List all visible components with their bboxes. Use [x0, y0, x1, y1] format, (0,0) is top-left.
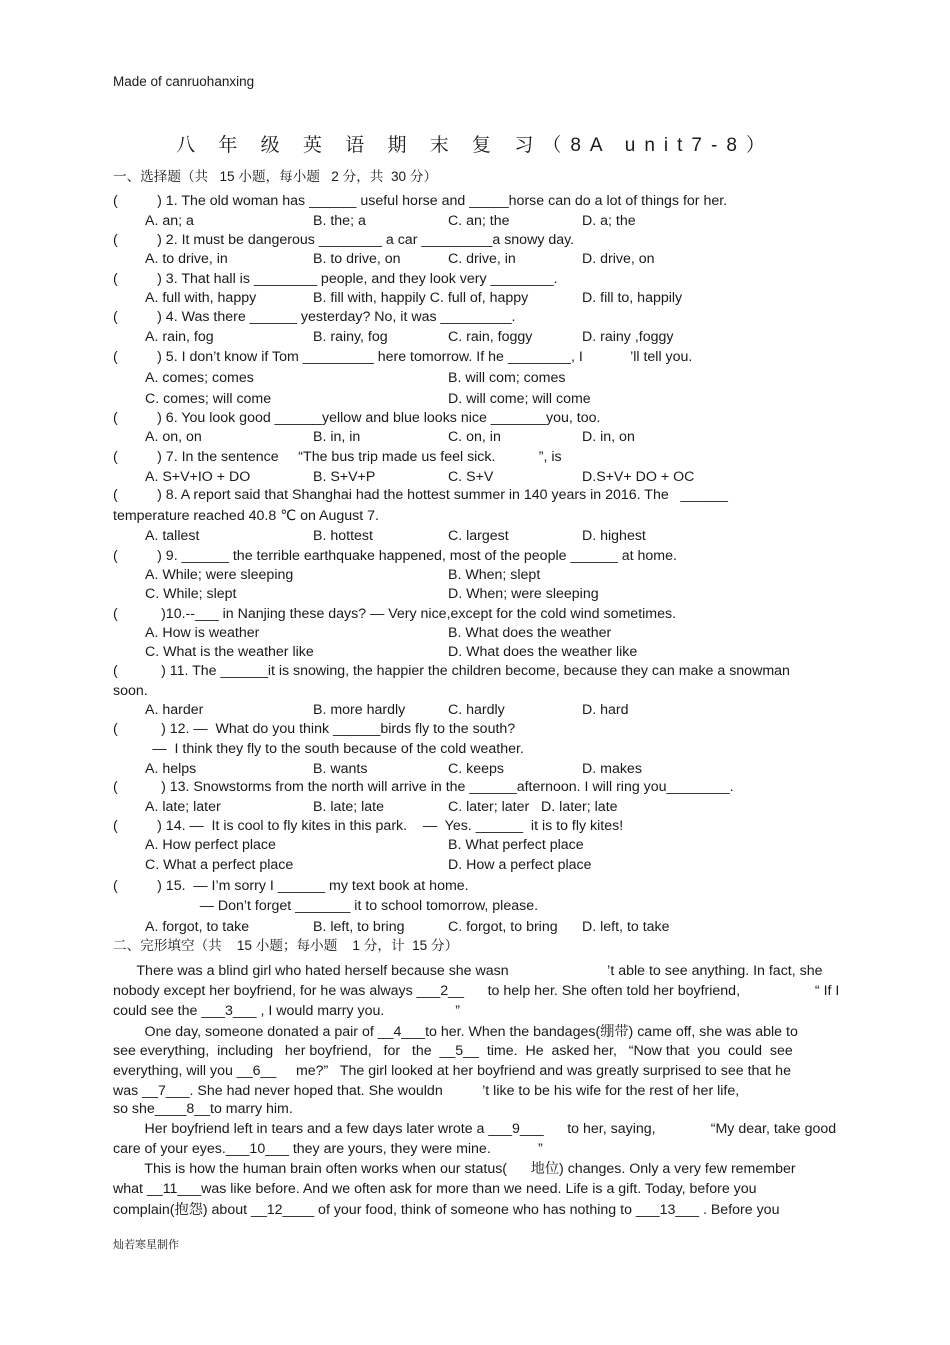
question-options	[145, 643, 905, 661]
question-options	[145, 585, 905, 603]
question-stem: ( ) 5. I don’t know if Tom _________ here tomorrow. If he ________, I ’ll tell you.	[113, 349, 693, 365]
option-a: A. harder	[145, 702, 204, 718]
option-b: B. rainy, fog	[313, 329, 388, 345]
page-title: 八 年 级 英 语 期 末 复 习（8A unit7-8）	[176, 135, 774, 156]
question-stem-cont: temperature reached 40.8 ℃ on August 7.	[113, 508, 379, 524]
question-stem: ( ) 2. It must be dangerous ________ a car _________a snowy day.	[113, 232, 575, 248]
option-b: B. will com; comes	[448, 370, 566, 386]
question-options	[145, 701, 905, 719]
passage-line: so she____8__to marry him.	[113, 1101, 293, 1117]
page-footer: 灿若寒星制作	[113, 1238, 179, 1251]
question-stem: ( ) 15. — I’m sorry I ______ my text book at home.	[113, 878, 469, 894]
option-a: A. S+V+IO + DO	[145, 469, 251, 485]
option-b: B. to drive, on	[313, 251, 401, 267]
passage-line: There was a blind girl who hated herself because she wasn ’t able to see anything. In fact, she	[113, 963, 823, 979]
question-options	[145, 566, 905, 584]
option-a: A. comes; comes	[145, 370, 254, 386]
question-stem: ( ) 13. Snowstorms from the north will arrive in the ______afternoon. I will ring you________.	[113, 779, 734, 795]
question-options	[145, 798, 905, 816]
question-options	[145, 212, 905, 230]
question-stem: ( ) 6. You look good ______yellow and blue looks nice _______you, too.	[113, 410, 601, 426]
option-a: A. tallest	[145, 528, 200, 544]
option-d: D. makes	[582, 761, 642, 777]
question-stem: ( )10.--___ in Nanjing these days? — Very nice,except for the cold wind sometimes.	[113, 606, 677, 622]
option-b: B. wants	[313, 761, 368, 777]
question-stem-cont: — Don’t forget _______ it to school tomorrow, please.	[113, 898, 539, 914]
question-stem-cont: soon.	[113, 683, 148, 699]
option-b: B. What does the weather	[448, 625, 612, 641]
option-b: B. left, to bring	[313, 919, 405, 935]
option-a: A. How is weather	[145, 625, 260, 641]
option-a: A. helps	[145, 761, 197, 777]
option-d: D. a; the	[582, 213, 636, 229]
option-d: D. fill to, happily	[582, 290, 683, 306]
option-c: C. S+V	[448, 469, 494, 485]
passage-line: This is how the human brain often works when our status( 地位) changes. Only a very few remember	[113, 1161, 796, 1177]
question-options	[145, 918, 905, 936]
question-stem-cont: — I think they fly to the south because of the cold weather.	[113, 741, 524, 757]
option-d: D. How a perfect place	[448, 857, 592, 873]
question-stem: ( ) 9. ______ the terrible earthquake happened, most of the people ______ at home.	[113, 548, 677, 564]
option-d: D. rainy ,foggy	[582, 329, 674, 345]
passage-line: see everything, including her boyfriend, for the __5__ time. He asked her, “Now that you could see	[113, 1043, 793, 1059]
question-options	[145, 250, 905, 268]
option-a: A. to drive, in	[145, 251, 228, 267]
option-b: B. What perfect place	[448, 837, 584, 853]
option-b: B. the; a	[313, 213, 366, 229]
passage-line: what __11___was like before. And we often ask for more than we need. Life is a gift. Today, before you	[113, 1181, 757, 1197]
section-heading-cloze: 二、完形填空（共 15 小题；每小题 1 分，计 15 分）	[113, 938, 459, 953]
question-options	[145, 836, 905, 854]
question-options	[145, 390, 905, 408]
passage-line: could see the ___3___ , I would marry you. ”	[113, 1003, 460, 1019]
section-heading-choice: 一、选择题（共 15 小题，每小题 2 分，共 30 分）	[113, 169, 438, 184]
option-b: B. fill with, happily C. full of, happy	[313, 290, 529, 306]
option-d: D. What does the weather like	[448, 644, 638, 660]
passage-line: was __7___. She had never hoped that. She wouldn ’t like to be his wife for the rest of her life,	[113, 1083, 740, 1099]
question-options	[145, 624, 905, 642]
option-a: A. an; a	[145, 213, 194, 229]
option-c: C. What a perfect place	[145, 857, 294, 873]
option-d: D. drive, on	[582, 251, 655, 267]
page-header: Made of canruohanxing	[113, 74, 255, 89]
option-c: C. on, in	[448, 429, 501, 445]
question-stem: ( ) 7. In the sentence “The bus trip made us feel sick. ”, is	[113, 449, 562, 465]
passage-line: Her boyfriend left in tears and a few days later wrote a ___9___ to her, saying, “My dear, take good	[113, 1121, 837, 1137]
option-c: C. forgot, to bring	[448, 919, 558, 935]
option-d: D.S+V+ DO + OC	[582, 469, 695, 485]
option-a: A. rain, fog	[145, 329, 214, 345]
option-d: D. highest	[582, 528, 646, 544]
option-c: C. drive, in	[448, 251, 516, 267]
option-b: B. hottest	[313, 528, 373, 544]
question-options	[145, 856, 905, 874]
option-a: A. How perfect place	[145, 837, 276, 853]
question-stem: ( ) 4. Was there ______ yesterday? No, it was _________.	[113, 309, 516, 325]
question-stem: ( ) 12. — What do you think ______birds fly to the south?	[113, 721, 516, 737]
option-a: A. forgot, to take	[145, 919, 250, 935]
passage-line: nobody except her boyfriend, for he was always ___2__ to help her. She often told her boyfriend, “ If I	[113, 983, 840, 999]
option-d: D. in, on	[582, 429, 635, 445]
option-c: C. comes; will come	[145, 391, 272, 407]
option-b: B. late; late	[313, 799, 384, 815]
question-stem: ( ) 3. That hall is ________ people, and they look very ________.	[113, 271, 558, 287]
option-c: C. What is the weather like	[145, 644, 314, 660]
option-c: C. an; the	[448, 213, 510, 229]
option-d: D. hard	[582, 702, 629, 718]
passage-line: care of your eyes.___10___ they are yours, they were mine. ”	[113, 1141, 543, 1157]
option-d: D. left, to take	[582, 919, 670, 935]
option-b: B. more hardly	[313, 702, 406, 718]
question-options	[145, 760, 905, 778]
option-a: A. While; were sleeping	[145, 567, 294, 583]
question-stem: ( ) 8. A report said that Shanghai had the hottest summer in 140 years in 2016. The ______	[113, 487, 728, 503]
passage-line: complain(抱怨) about __12____ of your food, think of someone who has nothing to ___13___ . Before you	[113, 1202, 780, 1218]
question-stem: ( ) 14. — It is cool to fly kites in this park. — Yes. ______ it is to fly kites!	[113, 818, 624, 834]
question-options	[145, 289, 905, 307]
option-a: A. on, on	[145, 429, 202, 445]
passage-line: One day, someone donated a pair of __4___to her. When the bandages(绷带) came off, she was able to	[113, 1024, 798, 1040]
option-a: A. late; later	[145, 799, 221, 815]
option-c: C. rain, foggy	[448, 329, 533, 345]
option-c: C. hardly	[448, 702, 505, 718]
option-b: B. S+V+P	[313, 469, 376, 485]
option-d: D. When; were sleeping	[448, 586, 599, 602]
option-c: C. While; slept	[145, 586, 237, 602]
question-options	[145, 328, 905, 346]
option-d: D. will come; will come	[448, 391, 591, 407]
option-c-d: C. later; later D. later; late	[448, 799, 618, 815]
question-options	[145, 428, 905, 446]
question-stem: ( ) 11. The ______it is snowing, the happier the children become, because they can make a snowman	[113, 663, 790, 679]
question-options	[145, 369, 905, 387]
passage-line: everything, will you __6__ me?” The girl looked at her boyfriend and was greatly surprised to see that he	[113, 1063, 791, 1079]
question-options	[145, 527, 905, 545]
option-b: B. When; slept	[448, 567, 541, 583]
option-c: C. largest	[448, 528, 509, 544]
question-stem: ( ) 1. The old woman has ______ useful horse and _____horse can do a lot of things for her.	[113, 193, 728, 209]
option-a: A. full with, happy	[145, 290, 257, 306]
question-options	[145, 468, 905, 486]
option-b: B. in, in	[313, 429, 361, 445]
option-c: C. keeps	[448, 761, 504, 777]
